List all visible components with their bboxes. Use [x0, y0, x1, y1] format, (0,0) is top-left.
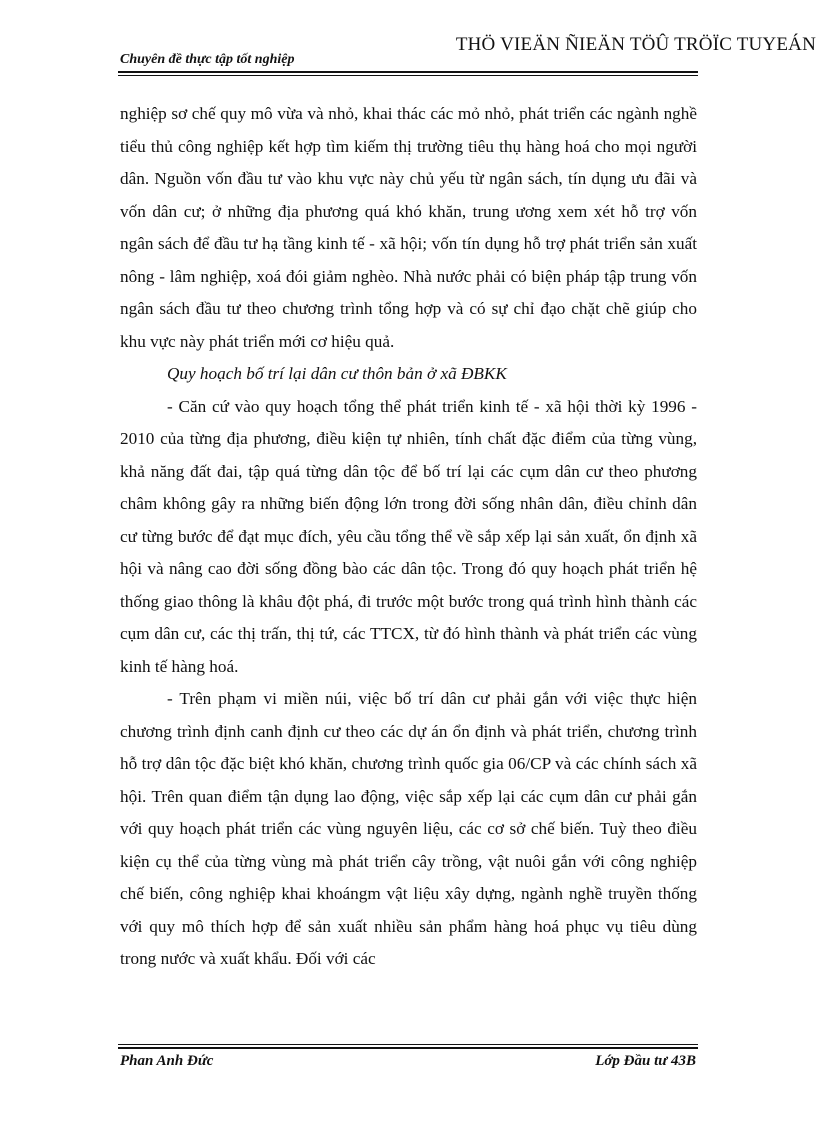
paragraph-mountain-area: - Trên phạm vi miền núi, việc bố trí dân cư phải gắn với việc thực hiện chương trình định canh định cư theo các dự án ổn định và phát triển, chương trình hỗ trợ dân tộc đặc biệt khó khăn, chương trình quốc gia 06/CP và các chính sách xã hội. Trên quan điểm tận dụng lao động, việc sắp xếp lại các cụm dân cư phải gắn với quy hoạch phát triển các vùng nguyên liệu, các cơ sở chế biến. Tuỳ theo điều kiện cụ thể của từng vùng mà phát triển cây trồng, vật nuôi gắn với công nghiệp chế biến, công nghiệp khai khoángm vật liệu xây dựng, ngành nghề truyền thống với quy mô thích hợp để sản xuất nhiều sản phẩm hàng hoá phục vụ tiêu dùng trong nước và xuất khẩu. Đối với các: [120, 689, 697, 968]
header-rule-thin: [118, 75, 698, 76]
footer-class: Lớp Đầu tư 43B: [595, 1053, 696, 1069]
footer-rule: [118, 1047, 698, 1049]
watermark-text: THÖ VIEÄN ÑIEÄN TÖÛ TRÖÏC TUYEÁN: [455, 34, 816, 55]
footer-author: Phan Anh Đức: [120, 1053, 214, 1069]
section-heading: Quy hoạch bố trí lại dân cư thôn bản ở xã ĐBKK: [167, 364, 507, 383]
paragraph-planning: - Căn cứ vào quy hoạch tổng thể phát triển kinh tế - xã hội thời kỳ 1996 - 2010 của từng địa phương, điều kiện tự nhiên, tính chất đặc điểm của từng vùng, khả năng đất đai, tập quá từng dân tộc để bố trí lại các cụm dân cư theo phương châm không gây ra những biến động lớn trong đời sống nhân dân, điều chỉnh dân cư từng bước để đạt mục đích, yêu cầu tổng thể về sắp xếp lại sản xuất, ổn định xã hội và nâng cao đời sống đồng bào các dân tộc. Trong đó quy hoạch phát triển hệ thống giao thông là khâu đột phá, đi trước một bước trong quá trình hình thành các cụm dân cư, các thị trấn, thị tứ, các TTCX, từ đó hình thành và phát triển các vùng kinh tế hàng hoá.: [120, 396, 697, 676]
footer-rule-thin: [118, 1044, 698, 1045]
body-text: [120, 98, 697, 976]
running-title: Chuyên đề thực tập tốt nghiệp: [120, 52, 295, 67]
paragraph-continuation: nghiệp sơ chế quy mô vừa và nhỏ, khai thác các mỏ nhỏ, phát triển các ngành nghề tiểu thủ công nghiệp kết hợp tìm kiếm thị trường tiêu thụ hàng hoá cho mọi người dân. Nguồn vốn đầu tư vào khu vực này chủ yếu từ ngân sách, tín dụng ưu đãi và vốn dân cư; ở những địa phương quá khó khăn, trung ương xem xét hỗ trợ vốn ngân sách để đầu tư hạ tầng kinh tế - xã hội; vốn tín dụng hỗ trợ phát triển sản xuất nông - lâm nghiệp, xoá đói giảm nghèo. Nhà nước phải có biện pháp tập trung vốn ngân sách đầu tư theo chương trình tổng hợp và có sự chỉ đạo chặt chẽ giúp cho khu vực này phát triển mới cơ hiệu quả.: [120, 104, 697, 351]
header-rule: [118, 71, 698, 73]
